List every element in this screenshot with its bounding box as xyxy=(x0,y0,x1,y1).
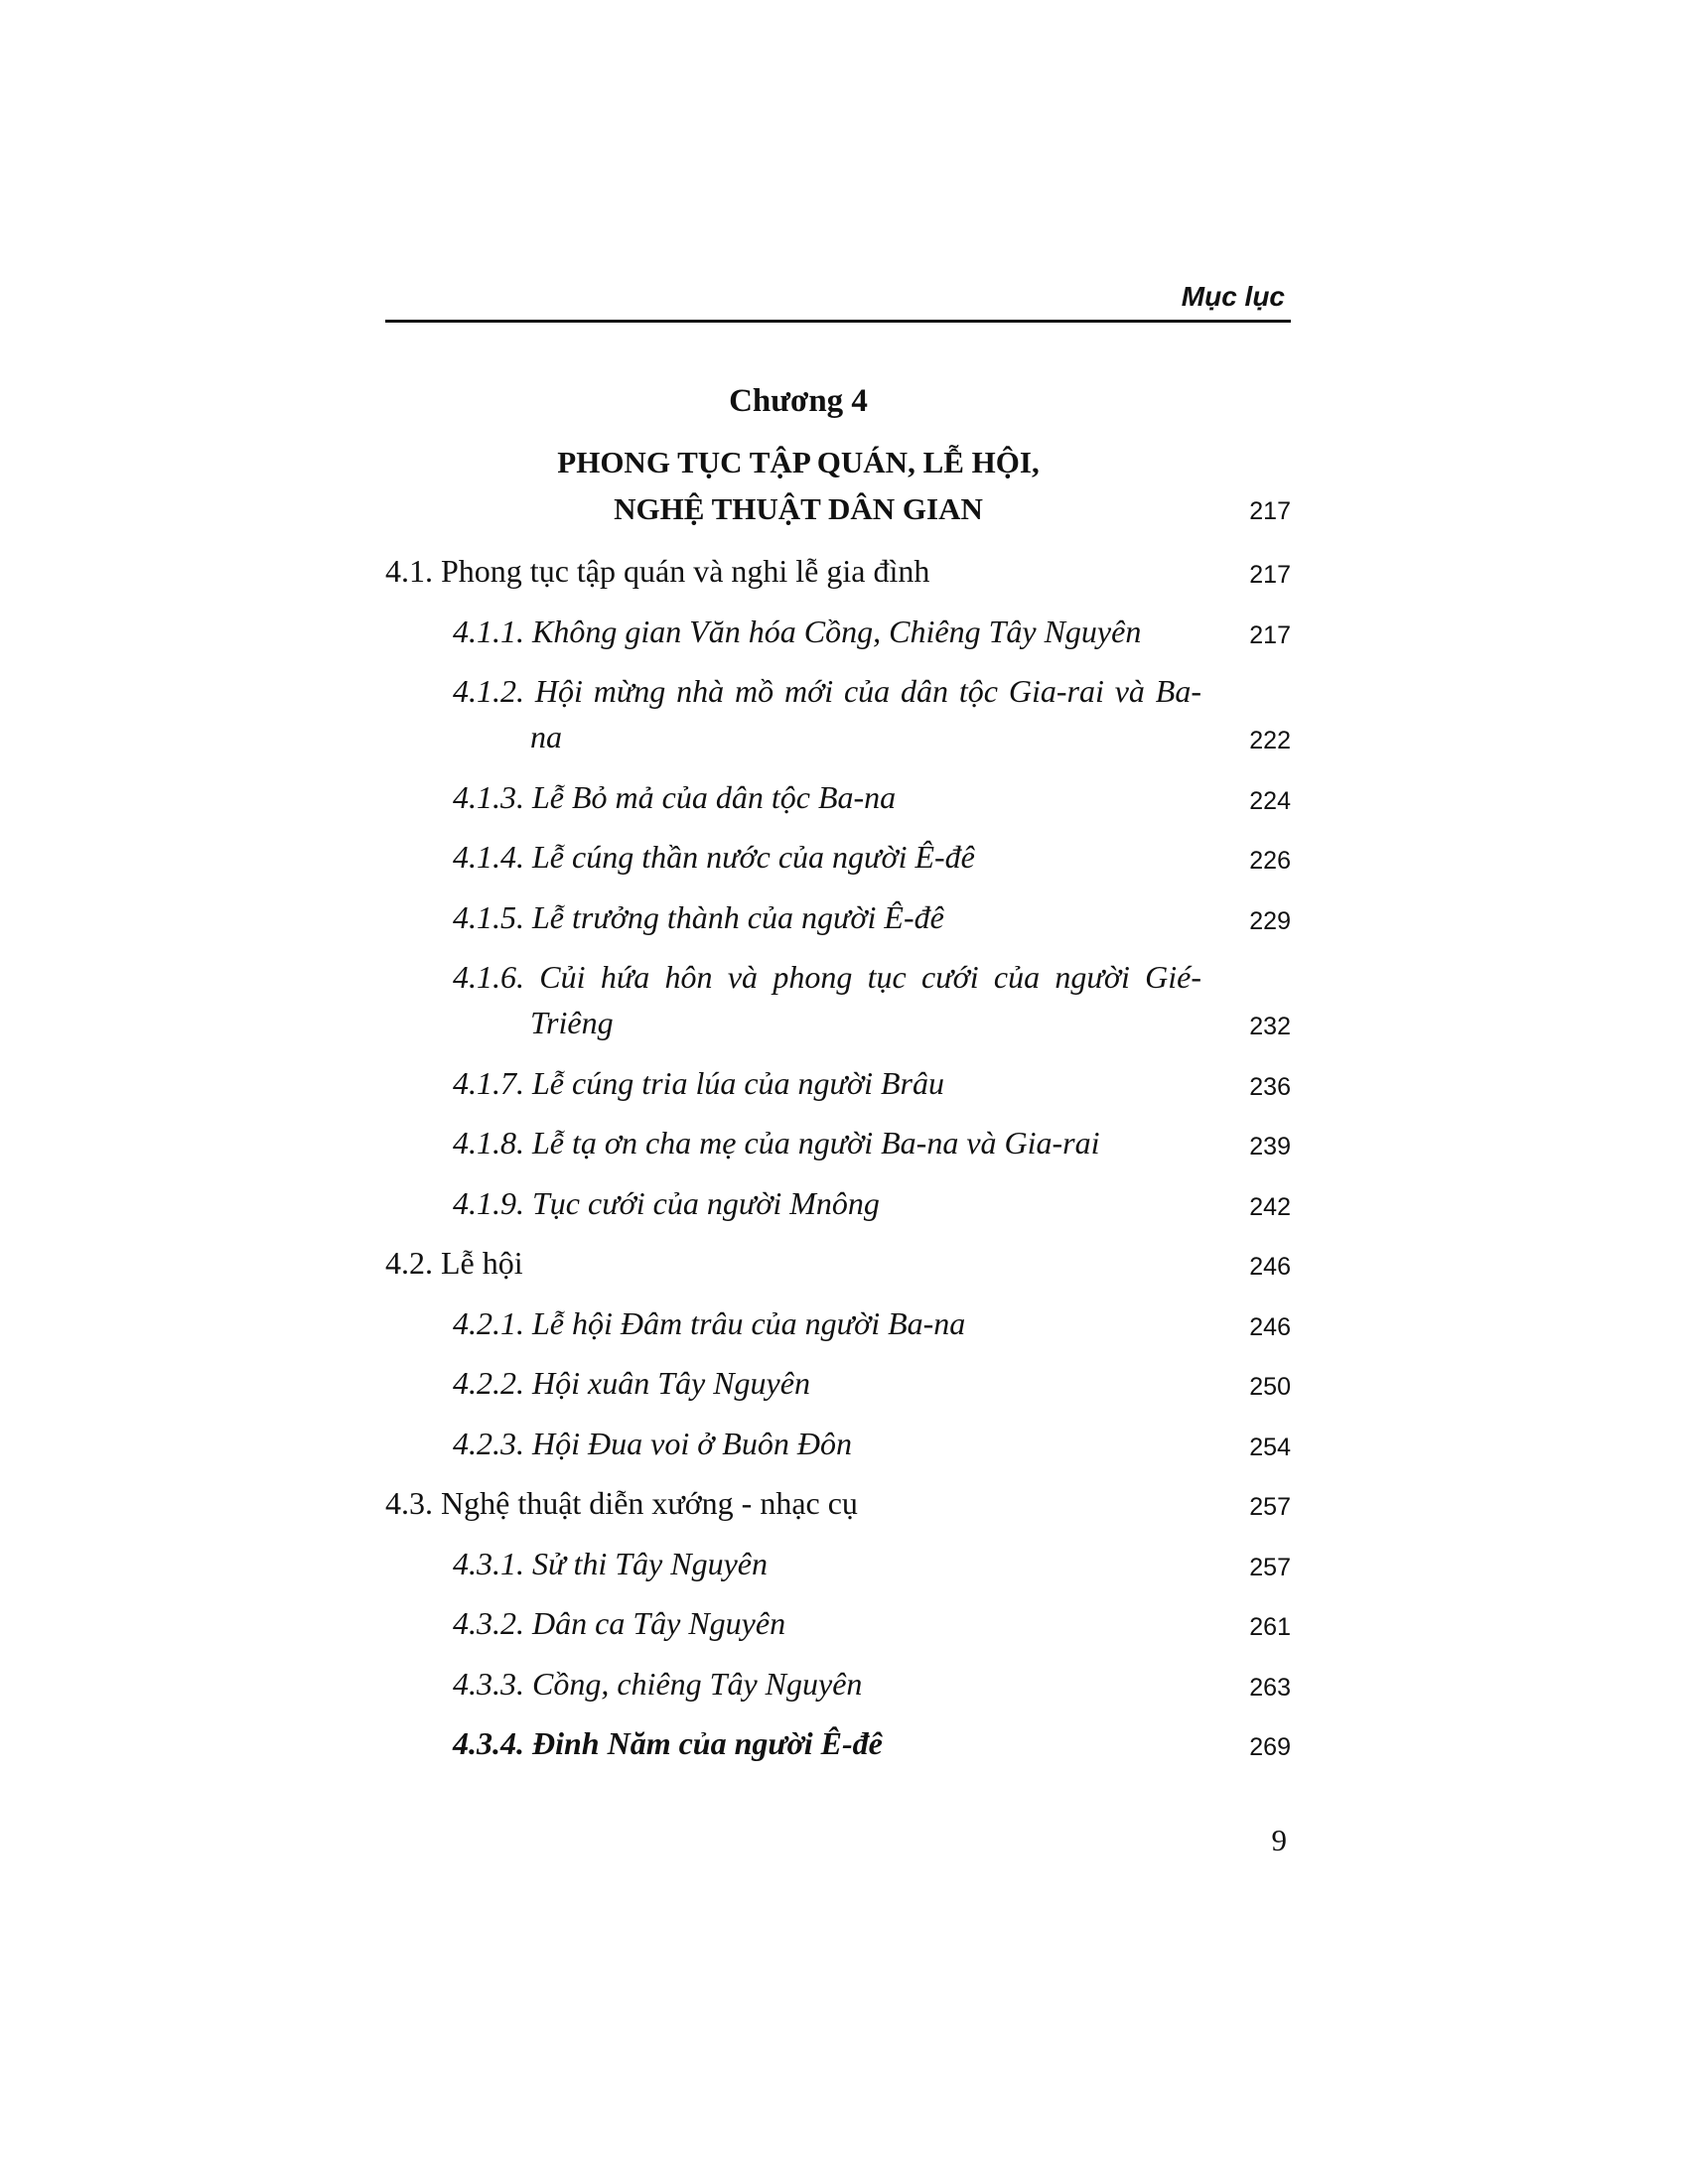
table-of-contents xyxy=(385,548,1291,1781)
toc-entry-title: 4.1.9. Tục cưới của người Mnông xyxy=(453,1184,880,1221)
toc-entry-title: 4.3. Nghệ thuật diễn xướng - nhạc cụ xyxy=(385,1485,858,1521)
toc-entry-page: 250 xyxy=(1249,1373,1291,1401)
toc-entry-page: 217 xyxy=(1249,620,1291,649)
toc-entry-page: 254 xyxy=(1249,1433,1291,1461)
toc-entry-title: 4.1.6. Củi hứa hôn và phong tục cưới của người Gié-Triêng xyxy=(453,959,1201,1040)
toc-subsection xyxy=(385,1661,1291,1706)
toc-subsection xyxy=(385,609,1291,654)
toc-entry-page: 261 xyxy=(1249,1613,1291,1641)
chapter-title-line-1: PHONG TỤC TẬP QUÁN, LỄ HỘI, xyxy=(557,445,1040,479)
toc-subsection xyxy=(385,1120,1291,1165)
toc-entry-title: 4.3.2. Dân ca Tây Nguyên xyxy=(453,1605,786,1641)
toc-entry-title: 4.2.1. Lễ hội Đâm trâu của người Ba-na xyxy=(453,1304,966,1341)
toc-section xyxy=(385,548,1291,594)
toc-subsection xyxy=(385,834,1291,880)
toc-entry-page: 232 xyxy=(1249,1013,1291,1040)
toc-subsection xyxy=(385,1600,1291,1646)
toc-entry-title: 4.1.1. Không gian Văn hóa Cồng, Chiêng Tây Nguyên xyxy=(453,613,1142,649)
toc-entry-title: 4.1.3. Lễ Bỏ mả của dân tộc Ba-na xyxy=(453,778,897,815)
toc-subsection xyxy=(385,1360,1291,1406)
header-rule xyxy=(385,320,1291,323)
toc-entry-page: 239 xyxy=(1249,1133,1291,1160)
toc-entry-page: 269 xyxy=(1249,1733,1291,1761)
toc-entry-title: 4.1. Phong tục tập quán và nghi lễ gia đình xyxy=(385,553,930,589)
toc-entry-title: 4.1.8. Lễ tạ ơn cha mẹ của người Ba-na và Gia-rai xyxy=(453,1125,1100,1160)
toc-subsection xyxy=(385,774,1291,820)
toc-subsection xyxy=(385,954,1291,1045)
toc-subsection xyxy=(385,1541,1291,1586)
toc-entry-title: 4.3.1. Sử thi Tây Nguyên xyxy=(453,1545,768,1581)
toc-entry-page: 226 xyxy=(1249,847,1291,875)
toc-entry-page: 229 xyxy=(1249,906,1291,935)
toc-entry-page: 236 xyxy=(1249,1072,1291,1101)
toc-entry-page: 257 xyxy=(1249,1493,1291,1521)
toc-subsection xyxy=(385,1720,1291,1766)
toc-subsection xyxy=(385,894,1291,940)
toc-section xyxy=(385,1240,1291,1286)
toc-entry-page: 242 xyxy=(1249,1192,1291,1221)
toc-entry-title: 4.1.5. Lễ trưởng thành của người Ê-đê xyxy=(453,898,944,935)
chapter-title-line-2: NGHỆ THUẬT DÂN GIAN xyxy=(614,491,983,526)
toc-subsection xyxy=(385,1300,1291,1346)
toc-entry-title: 4.3.4. Đinh Năm của người Ê-đê xyxy=(453,1725,883,1761)
chapter-page-number: 217 xyxy=(1249,497,1291,525)
chapter-number: Chương 4 xyxy=(729,383,868,419)
toc-subsection xyxy=(385,668,1291,759)
toc-entry-title: 4.1.2. Hội mừng nhà mồ mới của dân tộc Gia-rai và Ba-na xyxy=(453,673,1201,754)
toc-entry-page: 222 xyxy=(1249,727,1291,754)
toc-entry-page: 246 xyxy=(1249,1312,1291,1341)
chapter-title xyxy=(385,439,1211,532)
toc-entry-title: 4.3.3. Cồng, chiêng Tây Nguyên xyxy=(453,1665,863,1702)
toc-entry-page: 217 xyxy=(1249,561,1291,589)
toc-subsection xyxy=(385,1421,1291,1466)
toc-entry-page: 224 xyxy=(1249,786,1291,815)
toc-entry-title: 4.2. Lễ hội xyxy=(385,1245,523,1281)
toc-entry-title: 4.2.3. Hội Đua voi ở Buôn Đôn xyxy=(453,1425,852,1461)
page-number: 9 xyxy=(1271,1823,1287,1857)
toc-entry-title: 4.1.4. Lễ cúng thần nước của người Ê-đê xyxy=(453,839,975,875)
toc-entry-page: 257 xyxy=(1249,1553,1291,1581)
header-title: Mục lục xyxy=(1181,281,1285,312)
toc-subsection xyxy=(385,1180,1291,1226)
toc-entry-title: 4.1.7. Lễ cúng tria lúa của người Brâu xyxy=(453,1064,944,1101)
toc-section xyxy=(385,1480,1291,1526)
toc-entry-page: 263 xyxy=(1249,1673,1291,1702)
toc-entry-page: 246 xyxy=(1249,1253,1291,1281)
toc-entry-title: 4.2.2. Hội xuân Tây Nguyên xyxy=(453,1365,810,1401)
toc-subsection xyxy=(385,1060,1291,1106)
